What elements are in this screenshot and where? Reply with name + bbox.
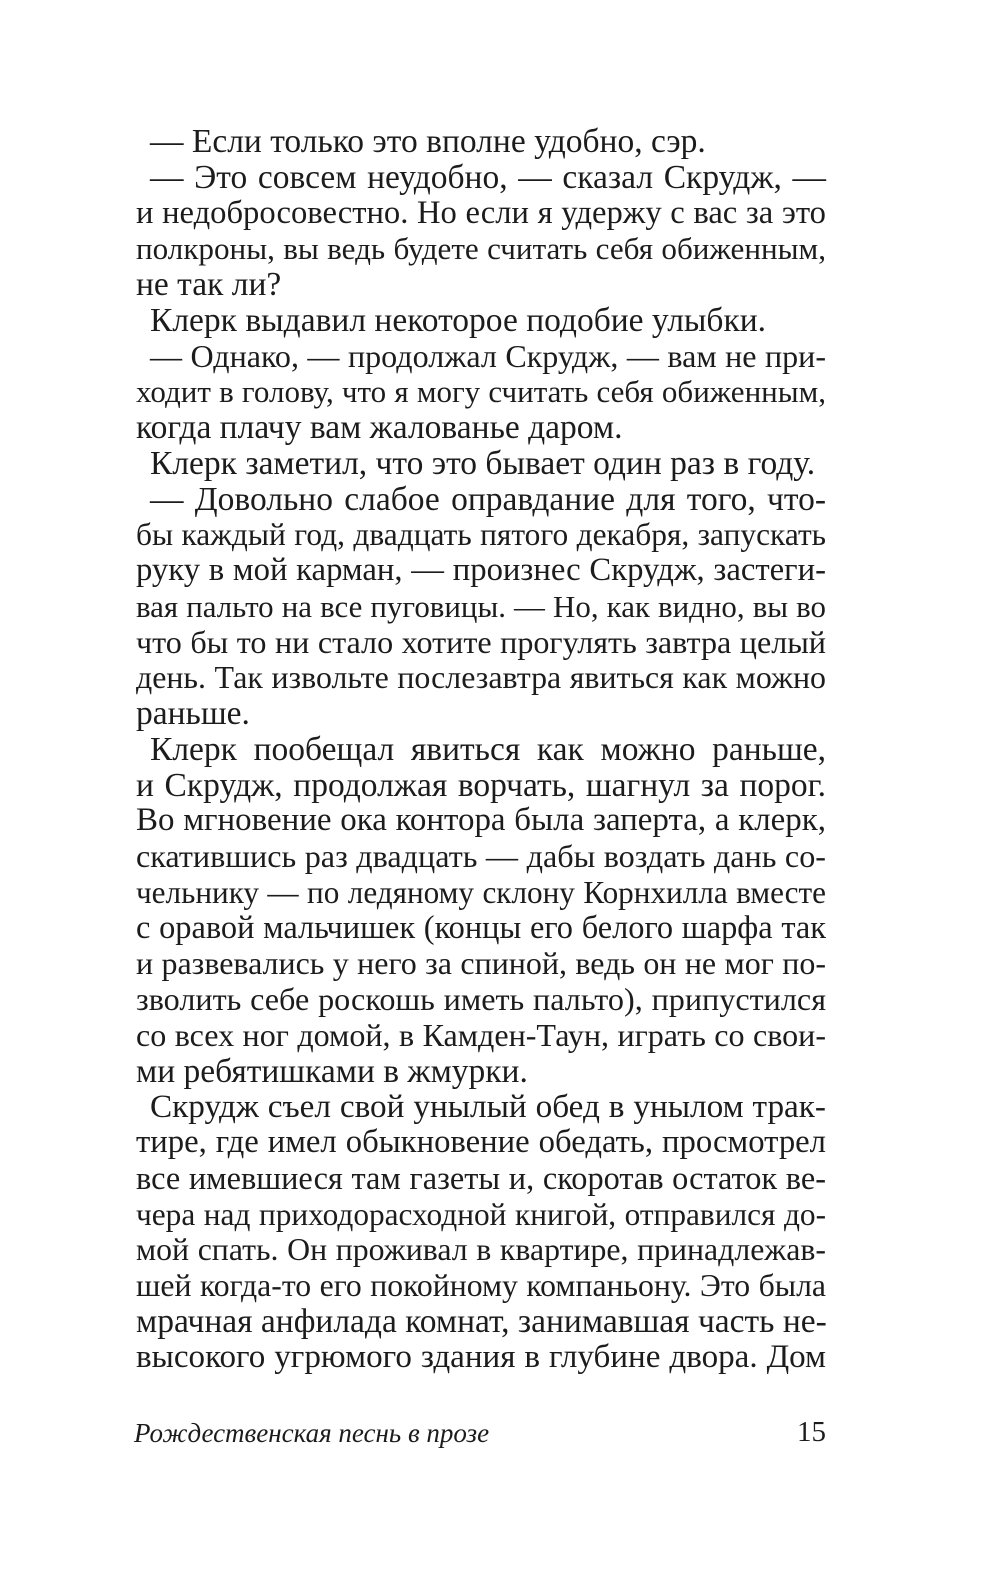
text-line: с оравой мальчишек (концы его белого шарфа так xyxy=(136,909,826,946)
text-line: со всех ног домой, в Камден-Таун, играть со свои- xyxy=(136,1016,826,1053)
text-line: — Если только это вполне удобно, сэр. xyxy=(150,123,706,160)
text-line: — Это совсем неудобно, — сказал Скрудж, — xyxy=(150,158,826,196)
text-line: что бы то ни стало хотите прогулять завтра целый xyxy=(136,623,826,660)
text-line: высокого угрюмого здания в глубине двора. Дом xyxy=(136,1338,826,1375)
running-footer-title: Рождественская песнь в прозе xyxy=(134,1418,490,1448)
text-line: шей когда-то его покойному компаньону. Это была xyxy=(136,1268,826,1303)
text-line: и недобросовестно. Но если я удержу с вас за это xyxy=(136,194,826,231)
text-line: ми ребятишками в жмурки. xyxy=(136,1052,528,1090)
text-line: Скрудж съел свой унылый обед в унылом трак- xyxy=(150,1088,826,1126)
text-line: вая пальто на все пуговицы. — Но, как видно, вы во xyxy=(136,588,826,624)
text-line: когда плачу вам жалованье даром. xyxy=(136,409,623,446)
text-line: полкроны, вы ведь будете считать себя обиженным, xyxy=(136,231,826,267)
text-line: мрачная анфилада комнат, занимавшая часть не- xyxy=(136,1302,827,1340)
text-line: чера над приходорасходной книгой, отправился до- xyxy=(136,1196,826,1232)
text-line: и Скрудж, продолжая ворчать, шагнул за порог. xyxy=(136,766,826,804)
text-line: тире, где имел обыкновение обедать, просмотрел xyxy=(136,1124,826,1160)
text-line: — Однако, — продолжал Скрудж, — вам не при- xyxy=(150,337,826,374)
text-line: Клерк выдавил некоторое подобие улыбки. xyxy=(150,301,767,339)
text-line: чельнику — по ледяному склону Корнхилла вместе xyxy=(136,874,826,910)
text-line: не так ли? xyxy=(136,266,282,303)
text-line: бы каждый год, двадцать пятого декабря, запускать xyxy=(136,517,826,553)
text-line: Клерк заметил, что это бывает один раз в году. xyxy=(150,444,816,482)
text-line: Во мгновение ока контора была заперта, а клерк, xyxy=(136,802,826,839)
body-text xyxy=(136,124,826,1375)
text-line: ходит в голову, что я могу считать себя обиженным, xyxy=(136,374,826,410)
text-line: скатившись раз двадцать — дабы воздать дань со- xyxy=(136,838,826,874)
text-line: раньше. xyxy=(136,695,250,732)
page-number: 15 xyxy=(797,1416,826,1448)
text-line: руку в мой карман, — произнес Скрудж, застеги- xyxy=(136,552,826,588)
text-line: — Довольно слабое оправдание для того, что- xyxy=(150,480,826,518)
text-line: Клерк пообещал явиться как можно раньше, xyxy=(150,730,826,768)
text-line: и развевались у него за спиной, ведь он не мог по- xyxy=(136,946,826,982)
text-line: день. Так извольте послезавтра явиться как можно xyxy=(136,660,826,696)
text-line: зволить себе роскошь иметь пальто), припустился xyxy=(136,981,826,1017)
text-line: мой спать. Он проживал в квартире, принадлежав- xyxy=(136,1232,826,1268)
text-line: все имевшиеся там газеты и, скоротав остаток ве- xyxy=(136,1159,826,1196)
